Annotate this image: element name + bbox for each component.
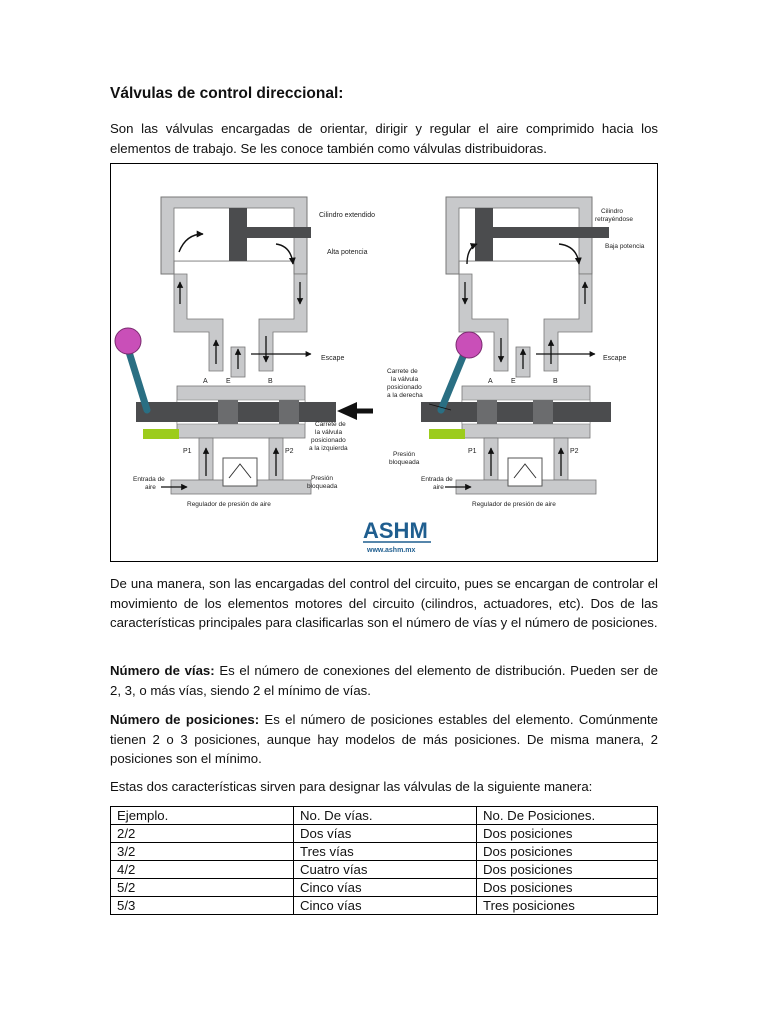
left-inlet-label-1: Entrada de (133, 476, 165, 483)
right-cylinder-label-2: retrayéndose (595, 216, 633, 223)
paragraph-vias (110, 661, 658, 700)
right-power-label: Baja potencia (605, 243, 645, 250)
table-row (111, 843, 658, 861)
right-spool (421, 402, 611, 422)
table-cell: 5/2 (111, 879, 294, 897)
table-cell: 4/2 (111, 861, 294, 879)
right-spool-label-1: Carrete de (387, 368, 418, 375)
left-inlet-label-2: aire (145, 484, 156, 491)
left-spool-label-1: Carrete de (315, 421, 346, 428)
left-port-b-label: B (268, 378, 273, 385)
posiciones-term: Número de posiciones: (110, 712, 260, 727)
vias-term: Número de vías: (110, 663, 215, 678)
left-lever-base (143, 429, 179, 439)
paragraph-designation: Estas dos características sirven para designar las válvulas de la siguiente manera: (110, 779, 593, 794)
left-port-a-label: A (203, 378, 208, 385)
right-knob (456, 332, 482, 358)
left-blocked-label-2: bloqueada (307, 483, 338, 490)
table-cell: Dos posiciones (477, 879, 658, 897)
left-port-p2-label: P2 (285, 448, 294, 455)
right-spool-label-3: posicionado (387, 384, 422, 391)
left-regulator-label: Regulador de presión de aire (187, 501, 271, 508)
right-blocked-label-2: bloqueada (389, 459, 420, 466)
table-cell: Tres posiciones (477, 897, 658, 915)
left-spool-label-3: posicionado (311, 437, 346, 444)
table-cell: Cinco vías (294, 897, 477, 915)
left-valve-diagram (115, 197, 375, 508)
table-cell: Tres vías (294, 843, 477, 861)
page-title: Válvulas de control direccional: (110, 85, 344, 102)
ashm-logo-url: www.ashm.mx (367, 547, 416, 554)
table-cell: Dos posiciones (477, 825, 658, 843)
table-row (111, 897, 658, 915)
right-port-a-label: A (488, 378, 493, 385)
left-regulator (223, 458, 257, 486)
left-spool-label-4: a la izquierda (309, 445, 348, 452)
left-cylinder-label: Cilindro extendido (319, 212, 376, 219)
right-port-e-label: E (511, 378, 516, 385)
table-header-row (111, 807, 658, 825)
left-port-e-label: E (226, 378, 231, 385)
table-row (111, 879, 658, 897)
table-cell: 2/2 (111, 825, 294, 843)
table-cell: Dos posiciones (477, 843, 658, 861)
left-spool-label-2: la válvula (315, 429, 343, 436)
right-blocked-label-1: Presión (393, 451, 416, 458)
table-cell: Dos vías (294, 825, 477, 843)
right-regulator-label: Regulador de presión de aire (472, 501, 556, 508)
right-port-b-label: B (553, 378, 558, 385)
valve-diagram-figure (110, 163, 658, 562)
left-exhaust-label: Escape (321, 355, 345, 362)
valve-designation-table (110, 806, 658, 915)
right-spool-label-2: la válvula (391, 376, 419, 383)
table-cell: Cuatro vías (294, 861, 477, 879)
table-cell: 3/2 (111, 843, 294, 861)
right-inlet-label-2: aire (433, 484, 444, 491)
right-spool-label-4: a la derecha (387, 392, 423, 399)
table-cell: Cinco vías (294, 879, 477, 897)
left-port-p1-label: P1 (183, 448, 192, 455)
table-row (111, 825, 658, 843)
right-piston (475, 208, 493, 261)
paragraph-control: De una manera, son las encargadas del control del circuito, pues se encargan de controlar el movimiento de los elementos motores del circuito (cilindros, actuadores, etc). Dos de las características principales para clasificarlas son el número de vías y el número de posiciones. (110, 576, 658, 630)
right-cylinder-label-1: Cilindro (601, 208, 624, 215)
ashm-logo: ASHM (363, 518, 428, 543)
right-valve-diagram (387, 197, 645, 508)
right-inlet-label-1: Entrada de (421, 476, 453, 483)
vias-definition: Es el número de conexiones del elemento de distribución. Pueden ser de 2, 3, o más vías, siendo 2 el mínimo de vías. (110, 663, 658, 698)
right-regulator (508, 458, 542, 486)
table-row (111, 861, 658, 879)
left-knob (115, 328, 141, 354)
valve-diagram (111, 164, 657, 561)
left-power-label: Alta potencia (327, 249, 368, 256)
table-header-cell: No. De vías. (294, 807, 477, 825)
intro-paragraph: Son las válvulas encargadas de orientar, dirigir y regular el aire comprimido hacia los elementos de trabajo. Se les conoce también como válvulas distribuidoras. (110, 121, 658, 156)
left-push-arrow-icon (337, 402, 357, 420)
table-header-cell: No. De Posiciones. (477, 807, 658, 825)
right-port-p1-label: P1 (468, 448, 477, 455)
table-cell: Dos posiciones (477, 861, 658, 879)
right-port-p2-label: P2 (570, 448, 579, 455)
posiciones-definition: Es el número de posiciones estables del elemento. Comúnmente tienen 2 o 3 posiciones, aunque hay modelos de más posiciones. De misma manera, 2 posiciones son el mínimo. (110, 712, 658, 766)
left-piston (229, 208, 247, 261)
left-piston-rod (247, 227, 311, 238)
paragraph-posiciones (110, 710, 658, 769)
table-header-cell: Ejemplo. (111, 807, 294, 825)
right-lever-base (429, 429, 465, 439)
left-blocked-label-1: Presión (311, 475, 334, 482)
right-exhaust-label: Escape (603, 355, 627, 362)
table-cell: 5/3 (111, 897, 294, 915)
right-piston-rod (493, 227, 609, 238)
